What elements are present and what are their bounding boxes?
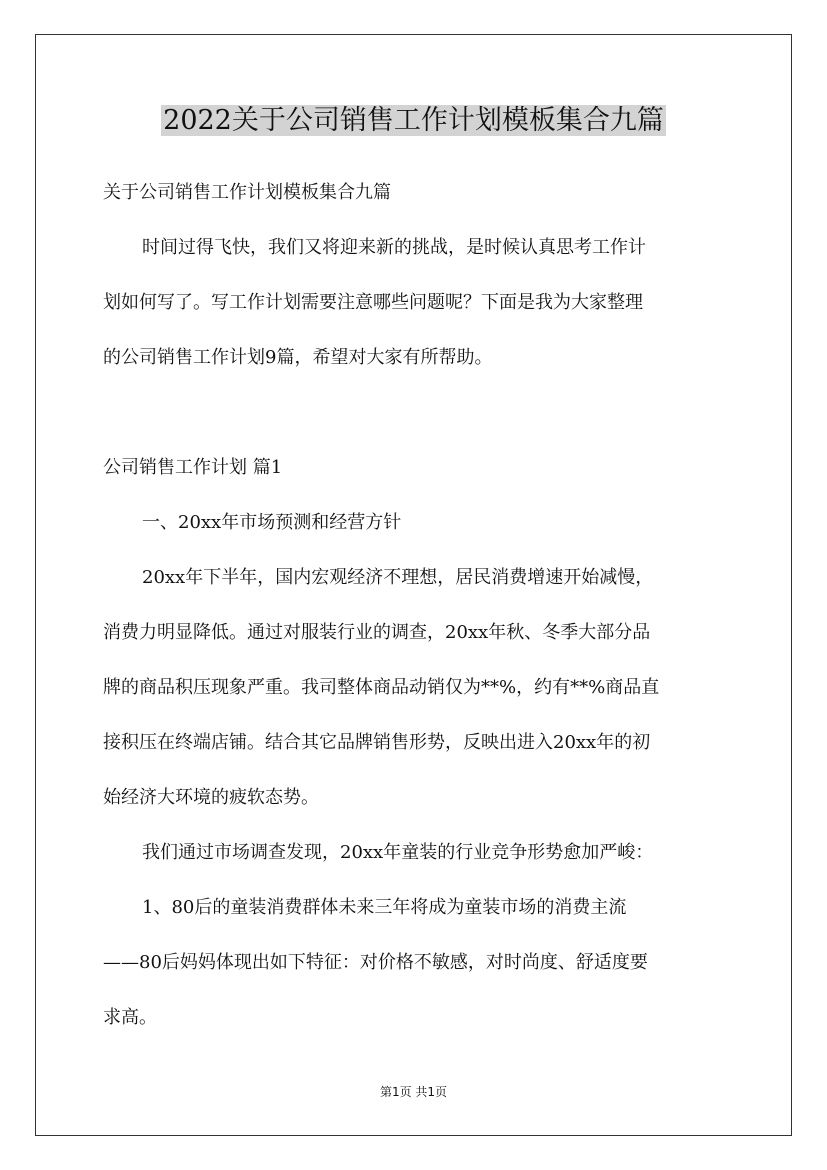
subtitle: 关于公司销售工作计划模板集合九篇	[103, 182, 391, 203]
point-line: 求高。	[103, 1007, 157, 1028]
subsection-heading: 一、20xx年市场预测和经营方针	[142, 512, 402, 533]
intro-line: 的公司销售工作计划9篇，希望对大家有所帮助。	[103, 347, 493, 368]
paragraph-line: 牌的商品积压现象严重。我司整体商品动销仅为**%，约有**%商品直	[103, 677, 660, 698]
paragraph-line: 始经济大环境的疲软态势。	[103, 787, 319, 808]
paragraph-line: 20xx年下半年，国内宏观经济不理想，居民消费增速开始减慢，	[142, 567, 654, 588]
point-line: 1、80后的童装消费群体未来三年将成为童装市场的消费主流	[142, 897, 627, 918]
paragraph-line: 我们通过市场调查发现，20xx年童装的行业竞争形势愈加严峻：	[142, 842, 654, 863]
paragraph-line: 接积压在终端店铺。结合其它品牌销售形势，反映出进入20xx年的初	[103, 732, 651, 753]
point-line: ——80后妈妈体现出如下特征：对价格不敏感，对时尚度、舒适度要	[103, 952, 648, 973]
document-title-text: 2022关于公司销售工作计划模板集合九篇	[163, 105, 664, 136]
intro-line: 时间过得飞快，我们又将迎来新的挑战，是时候认真思考工作计	[142, 237, 646, 258]
section-heading: 公司销售工作计划 篇1	[103, 457, 283, 478]
document-title	[0, 101, 827, 141]
page-footer: 第1页 共1页	[379, 1085, 448, 1099]
intro-line: 划如何写了。写工作计划需要注意哪些问题呢？下面是我为大家整理	[103, 292, 643, 313]
paragraph-line: 消费力明显降低。通过对服装行业的调查，20xx年秋、冬季大部分品	[103, 622, 651, 643]
